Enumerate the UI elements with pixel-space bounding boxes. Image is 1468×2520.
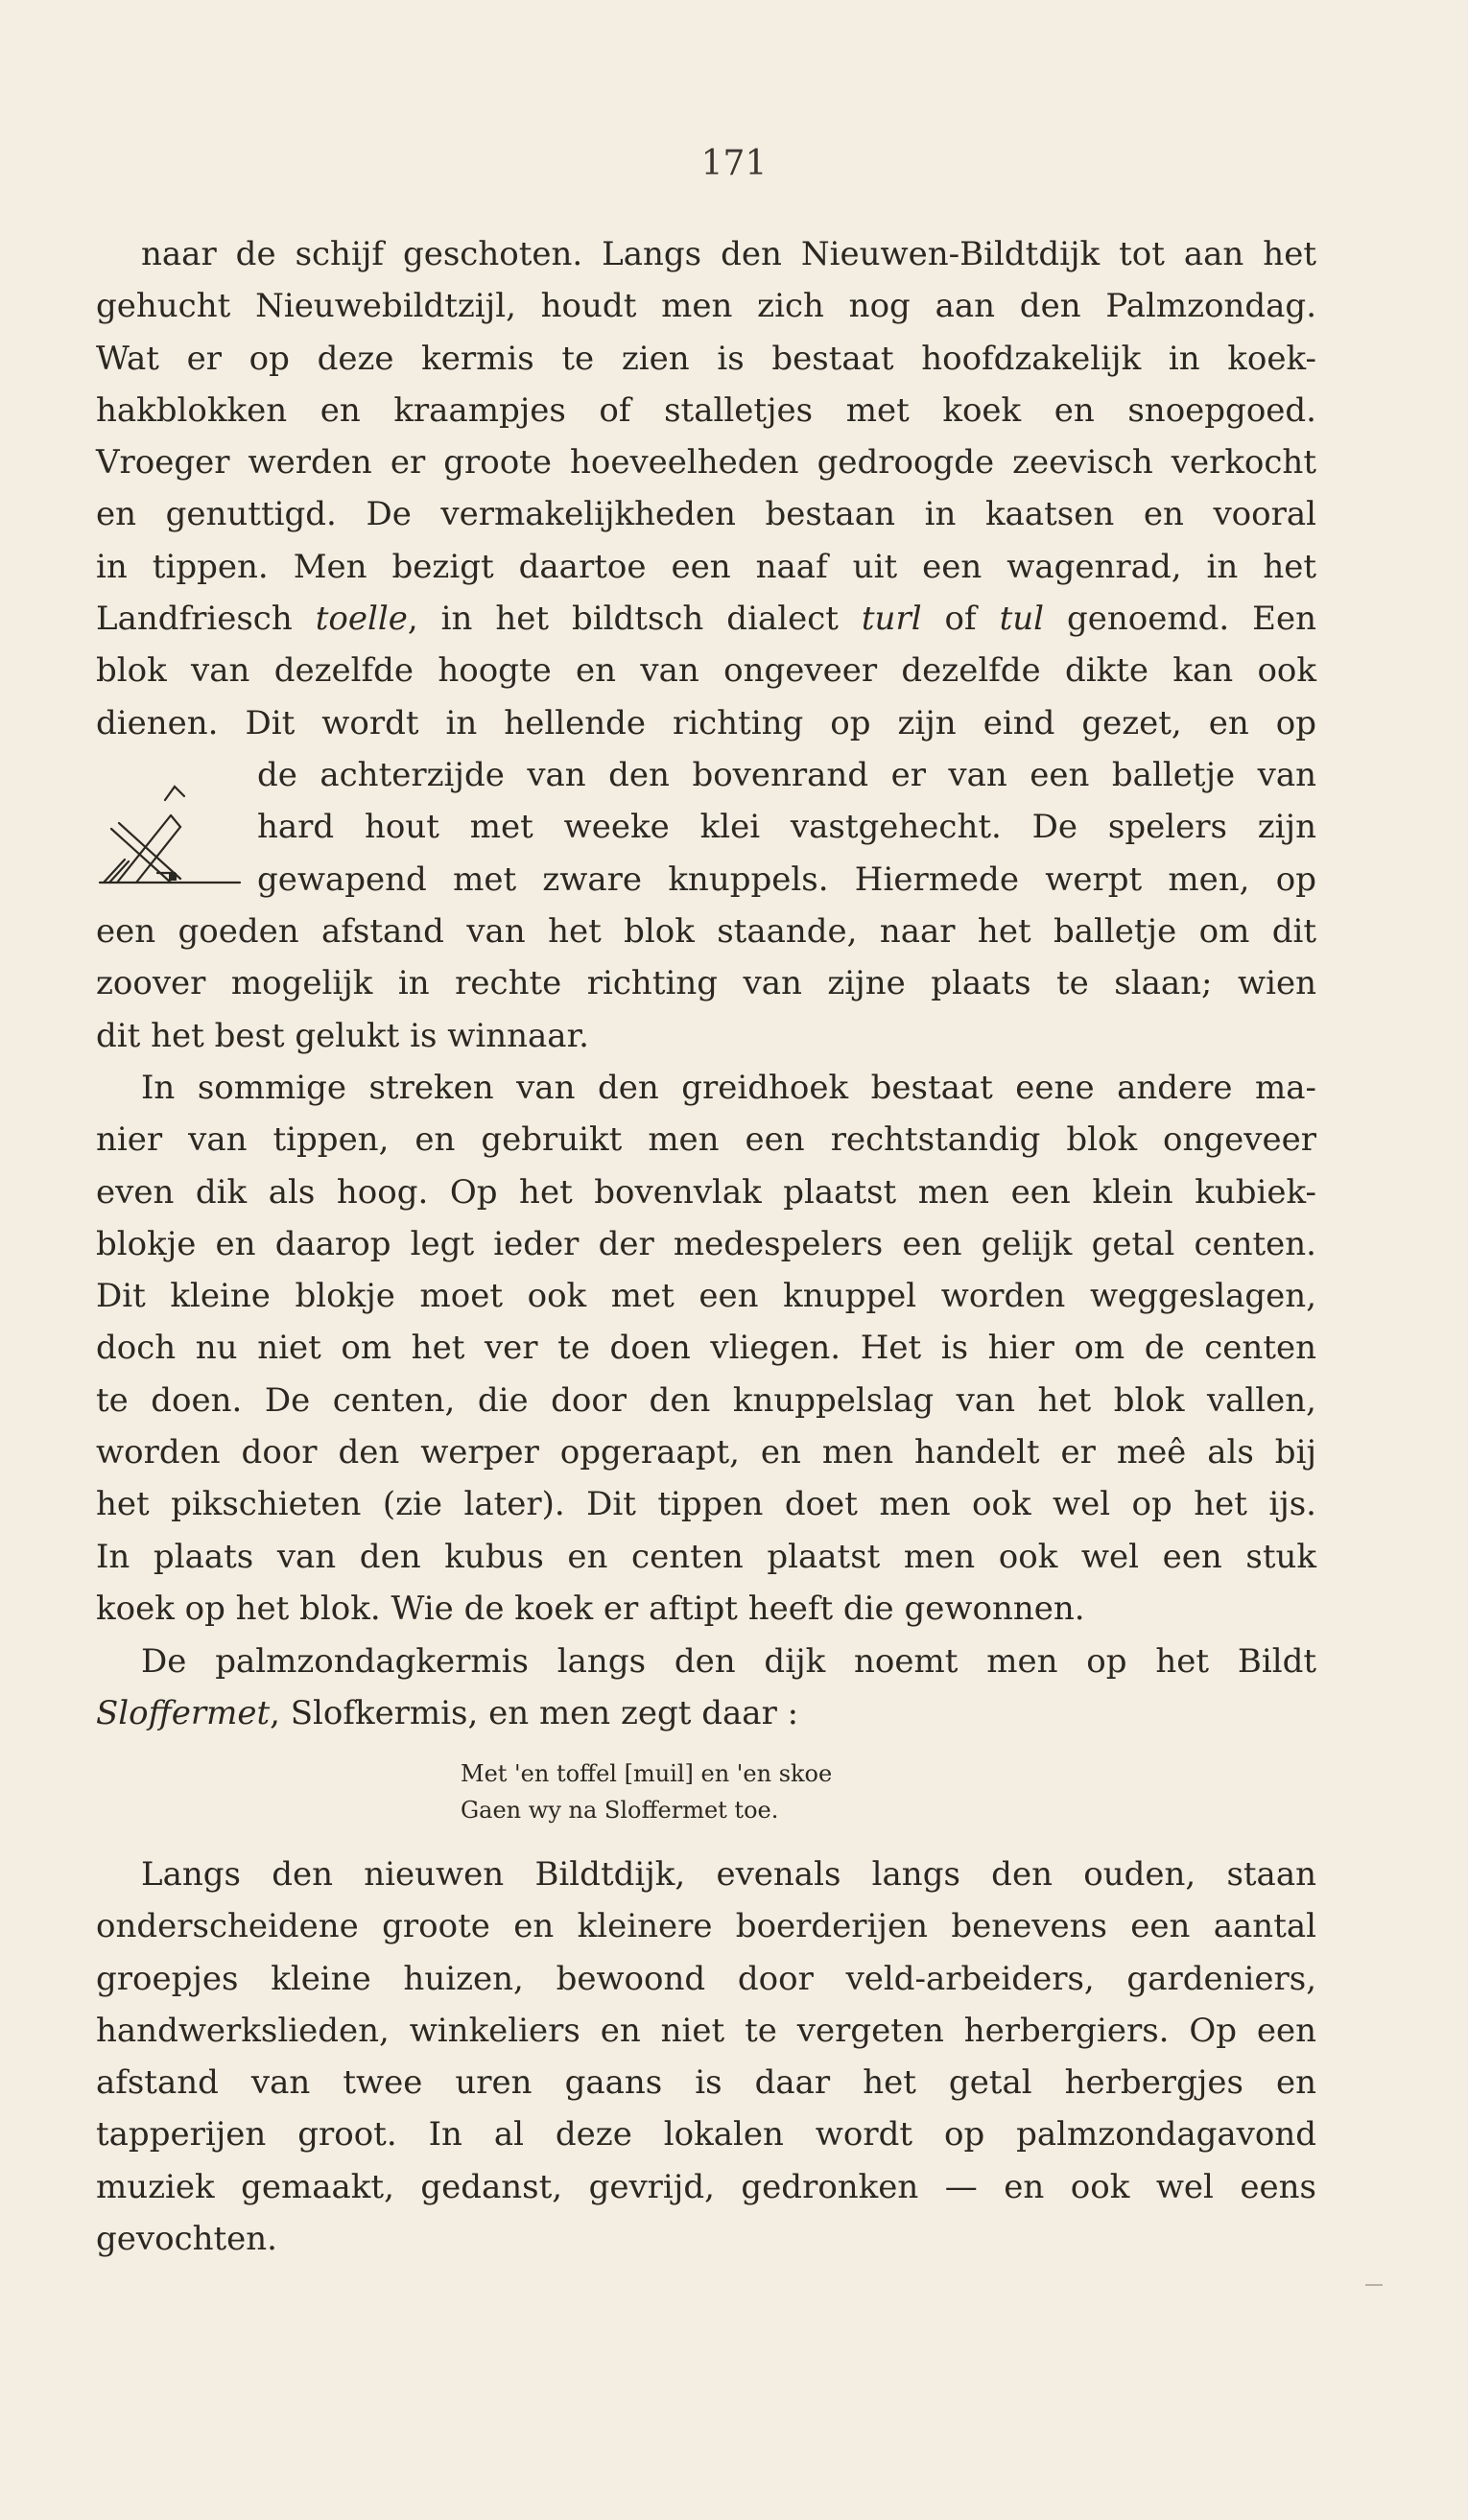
text-line: onderscheidene groote en kleinere boerderijen benevens een aantal bbox=[96, 1907, 1316, 1946]
verse-line: Met 'en toffel [muil] en 'en skoe bbox=[461, 1760, 833, 1787]
text-line: worden door den werper opgeraapt, en men handelt er meê als bij bbox=[96, 1433, 1316, 1472]
text-fragment: genoemd. Een bbox=[1044, 600, 1316, 639]
text-line: hakblokken en kraampjes of stalletjes met koek en snoepgoed. bbox=[96, 390, 1316, 430]
text-line-with-italics bbox=[96, 593, 1316, 645]
text-line: gewapend met zware knuppels. Hiermede werpt men, op bbox=[257, 860, 1316, 899]
text-line: gevochten. bbox=[96, 2220, 277, 2259]
text-line: zoover mogelijk in rechte richting van zijne plaats te slaan; wien bbox=[96, 964, 1316, 1003]
text-line: even dik als hoog. Op het bovenvlak plaatst men een klein kubiek- bbox=[96, 1172, 1316, 1212]
text-line: koek op het blok. Wie de koek er aftipt heeft die gewonnen. bbox=[96, 1589, 1085, 1628]
text-line: blokje en daarop legt ieder der medespelers een gelijk getal centen. bbox=[96, 1224, 1316, 1263]
text-line: en genuttigd. De vermakelijkheden bestaan in kaatsen en vooral bbox=[96, 495, 1316, 534]
text-line: muziek gemaakt, gedanst, gevrijd, gedronken — en ook wel eens bbox=[96, 2167, 1316, 2206]
text-line: groepjes kleine huizen, bewoond door veld-arbeiders, gardeniers, bbox=[96, 1959, 1316, 1998]
italic-term-toelle: toelle bbox=[315, 600, 408, 639]
text-line: een goeden afstand van het blok staande, naar het balletje om dit bbox=[96, 912, 1316, 951]
verse-line: Gaen wy na Sloffermet toe. bbox=[461, 1797, 779, 1824]
paragraph-2 bbox=[96, 1062, 1316, 1635]
text-line: in tippen. Men bezigt daartoe een naaf uit een wagenrad, in het bbox=[96, 547, 1316, 586]
text-fragment: , Slofkermis, en men zegt daar : bbox=[270, 1694, 799, 1733]
text-fragment: of bbox=[921, 600, 1000, 639]
text-line: gehucht Nieuwebildtzijl, houdt men zich nog aan den Palmzondag. bbox=[96, 287, 1316, 326]
text-line: de achterzijde van den bovenrand er van een balletje van bbox=[257, 756, 1316, 794]
text-line: In plaats van den kubus en centen plaatst men ook wel een stuk bbox=[96, 1537, 1316, 1576]
text-line: hard hout met weeke klei vastgehecht. De spelers zijn bbox=[257, 808, 1316, 847]
text-line: te doen. De centen, die door den knuppelslag van het blok vallen, bbox=[96, 1380, 1316, 1420]
text-line: blok van dezelfde hoogte en van ongeveer dezelfde dikte kan ook bbox=[96, 651, 1316, 691]
text-line: naar de schijf geschoten. Langs den Nieuwen-Bildtdijk tot aan het bbox=[141, 235, 1316, 273]
paragraph-1-figure-lines bbox=[96, 749, 1316, 906]
italic-term-sloffermet: Sloffermet bbox=[96, 1694, 271, 1733]
verse-quotation bbox=[461, 1755, 1036, 1828]
text-line: Langs den nieuwen Bildtdijk, evenals langs den ouden, staan bbox=[141, 1855, 1316, 1894]
text-line: Vroeger werden er groote hoeveelheden gedroogde zeevisch verkocht bbox=[96, 443, 1316, 483]
margin-dash-mark bbox=[1365, 2284, 1383, 2286]
paragraph-4 bbox=[96, 1849, 1316, 2265]
italic-term-turl: turl bbox=[861, 600, 922, 639]
paragraph-1-top bbox=[96, 228, 1316, 749]
text-line: dit het best gelukt is winnaar. bbox=[96, 1016, 589, 1055]
text-line: tapperijen groot. In al deze lokalen wordt op palmzondagavond bbox=[96, 2115, 1316, 2155]
text-line: Dit kleine blokje moet ook met een knuppel worden weggeslagen, bbox=[96, 1277, 1316, 1316]
text-line: dienen. Dit wordt in hellende richting op zijn eind gezet, en op bbox=[96, 703, 1316, 742]
text-line: doch nu niet om het ver te doen vliegen. Het is hier om de centen bbox=[96, 1329, 1316, 1368]
text-line: handwerkslieden, winkeliers en niet te vergeten herbergiers. Op een bbox=[96, 2011, 1316, 2050]
text-line: In sommige streken van den greidhoek bestaat eene andere ma- bbox=[141, 1069, 1316, 1107]
text-line: Wat er op deze kermis te zien is bestaat hoofdzakelijk in koek- bbox=[96, 339, 1316, 378]
paragraph-1-bottom bbox=[96, 906, 1316, 1062]
text-line: nier van tippen, en gebruikt men een rechtstandig blok ongeveer bbox=[96, 1120, 1316, 1160]
text-fragment: , in het bildtsch dialect bbox=[407, 600, 862, 639]
page-number: 171 bbox=[700, 144, 768, 183]
text-line: De palmzondagkermis langs den dijk noemt men op het Bildt bbox=[141, 1642, 1316, 1681]
paragraph-3 bbox=[96, 1636, 1316, 1740]
text-line: het pikschieten (zie later). Dit tippen doet men ook wel op het ijs. bbox=[96, 1485, 1316, 1524]
italic-term-tul: tul bbox=[999, 600, 1045, 639]
text-fragment: Landfriesch bbox=[96, 600, 316, 639]
text-line-with-italics bbox=[96, 1687, 1316, 1739]
text-line: afstand van twee uren gaans is daar het getal herbergjes en bbox=[96, 2063, 1316, 2103]
